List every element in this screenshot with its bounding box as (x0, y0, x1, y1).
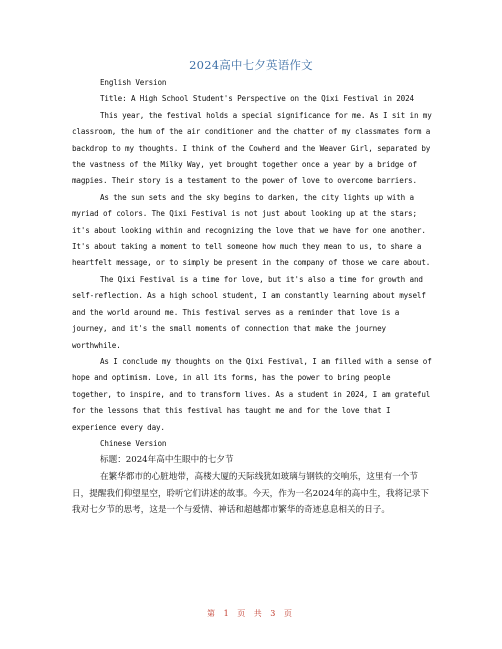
document-body (72, 75, 432, 519)
page-number-footer: 第 1 页 共 3 页 (207, 609, 295, 618)
paragraph-2: As the sun sets and the sky begins to darken, the city lights up with a myriad of colors. The Qixi Festival is not just about looking up at the stars; it's about looking within and recognizing the love that we have for one another. It's about taking a moment to tell someone how much they mean to us, to share a heartfelt message, or to simply be present in the company of those we care about. (72, 192, 431, 268)
english-title: Title: A High School Student's Perspective on the Qixi Festival in 2024 (100, 94, 414, 104)
english-heading: English Version (100, 78, 167, 87)
document-title: 2024高中七夕英语作文 (189, 58, 313, 72)
chinese-heading: Chinese Version (100, 438, 167, 448)
chinese-title: 标题：2024年高中生眼中的七夕节 (100, 455, 234, 466)
chinese-paragraph: 在繁华都市的心脏地带，高楼大厦的天际线犹如玻璃与钢铁的交响乐，这里有一个节日，提醒我们仰望星空，聆听它们讲述的故事。今天，作为一名2024年的高中生，我将记录下我对七夕节的思考，这是一个与爱情、神话和超越都市繁华的奇迹息息相关的日子。 (72, 471, 430, 516)
paragraph-3: The Qixi Festival is a time for love, but it's also a time for growth and self-reflection. As a high school student, I am constantly learning about myself and the world around me. This festival serves as a reminder that love is a journey, and it's the small moments of connection that make the journey worthwhile. (72, 274, 426, 350)
paragraph-1: This year, the festival holds a special significance for me. As I sit in my classroom, the hum of the air conditioner and the chatter of my classmates form a backdrop to my thoughts. I think of the Cowherd and the Weaver Girl, separated by the vastness of the Milky Way, yet brought together once a year by a bridge of magpies. Their story is a testament to the power of love to overcome barriers. (72, 110, 432, 186)
paragraph-4: As I conclude my thoughts on the Qixi Festival, I am filled with a sense of hope and optimism. Love, in all its forms, has the power to bring people together, to inspire, and to transform lives. As a student in 2024, I am grateful for the lessons that this festival has taught me and for the love that I experience every day. (72, 356, 432, 432)
